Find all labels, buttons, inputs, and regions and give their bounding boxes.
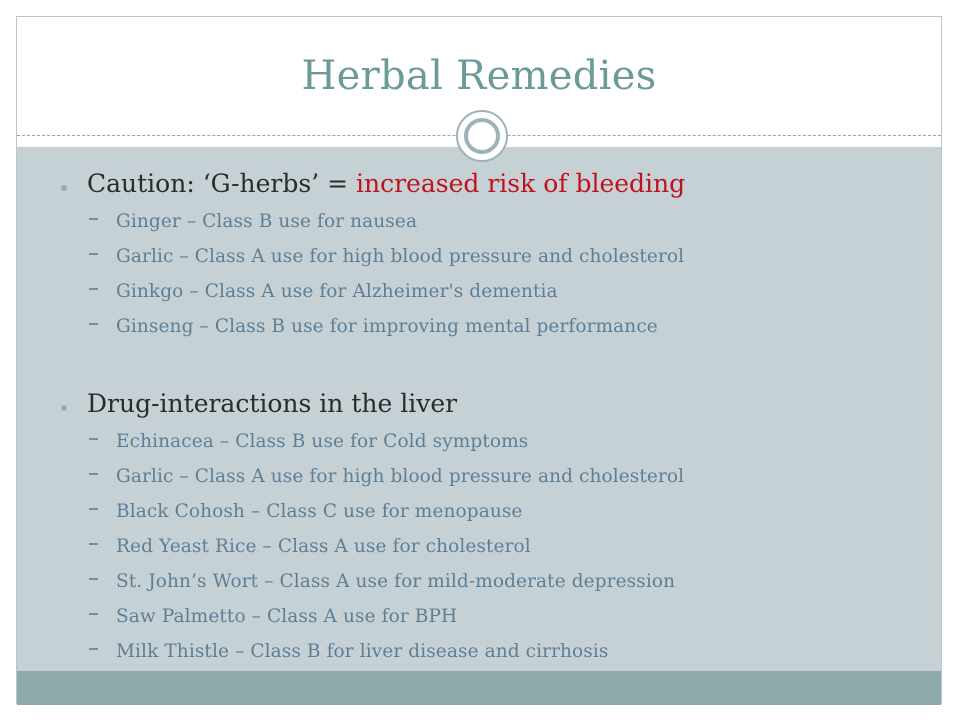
dash-icon bbox=[89, 218, 98, 221]
content-area bbox=[17, 147, 941, 671]
dash-icon bbox=[89, 288, 98, 291]
list-item bbox=[17, 501, 941, 536]
list-item-text: Echinacea – Class B use for Cold symptoms bbox=[116, 431, 529, 452]
list-item bbox=[17, 246, 941, 281]
dash-icon bbox=[89, 473, 98, 476]
bullet-text bbox=[87, 169, 685, 198]
bullet-prefix: Drug-interactions in the liver bbox=[87, 389, 458, 418]
bullet-highlight: increased risk of bleeding bbox=[356, 169, 686, 198]
list-item bbox=[17, 316, 941, 351]
bullet-dot-icon bbox=[61, 405, 67, 411]
list-item-text: Garlic – Class A use for high blood pressure and cholesterol bbox=[116, 246, 685, 267]
slide bbox=[16, 16, 942, 704]
footer-band bbox=[17, 671, 941, 705]
circle-ornament-inner bbox=[464, 118, 500, 154]
list-item-text: Ginger – Class B use for nausea bbox=[116, 211, 418, 232]
dash-icon bbox=[89, 253, 98, 256]
section-g-herbs bbox=[17, 169, 941, 351]
list-item-text: Garlic – Class A use for high blood pressure and cholesterol bbox=[116, 466, 685, 487]
bullet-row bbox=[17, 389, 941, 431]
slide-title: Herbal Remedies bbox=[301, 53, 657, 99]
dash-icon bbox=[89, 323, 98, 326]
list-item bbox=[17, 281, 941, 316]
dash-icon bbox=[89, 648, 98, 651]
list-item bbox=[17, 571, 941, 606]
list-item-text: Milk Thistle – Class B for liver disease and cirrhosis bbox=[116, 641, 609, 662]
bullet-text bbox=[87, 389, 457, 418]
circle-ornament-icon bbox=[456, 110, 508, 162]
section-drug-interactions bbox=[17, 389, 941, 676]
dash-icon bbox=[89, 613, 98, 616]
list-item-text: St. John’s Wort – Class A use for mild-moderate depression bbox=[116, 571, 676, 592]
dash-icon bbox=[89, 508, 98, 511]
list-item-text: Ginseng – Class B use for improving mental performance bbox=[116, 316, 658, 337]
list-item bbox=[17, 211, 941, 246]
dash-icon bbox=[89, 438, 98, 441]
list-item-text: Black Cohosh – Class C use for menopause bbox=[116, 501, 523, 522]
list-item bbox=[17, 536, 941, 571]
list-item-text: Ginkgo – Class A use for Alzheimer's dementia bbox=[116, 281, 558, 302]
bullet-row bbox=[17, 169, 941, 211]
list-item-text: Red Yeast Rice – Class A use for cholesterol bbox=[116, 536, 531, 557]
dash-icon bbox=[89, 578, 98, 581]
bullet-prefix: Caution: ‘G-herbs’ = bbox=[87, 169, 356, 198]
bullet-dot-icon bbox=[61, 185, 67, 191]
list-item bbox=[17, 606, 941, 641]
dash-icon bbox=[89, 543, 98, 546]
list-item-text: Saw Palmetto – Class A use for BPH bbox=[116, 606, 458, 627]
list-item bbox=[17, 466, 941, 501]
list-item bbox=[17, 431, 941, 466]
